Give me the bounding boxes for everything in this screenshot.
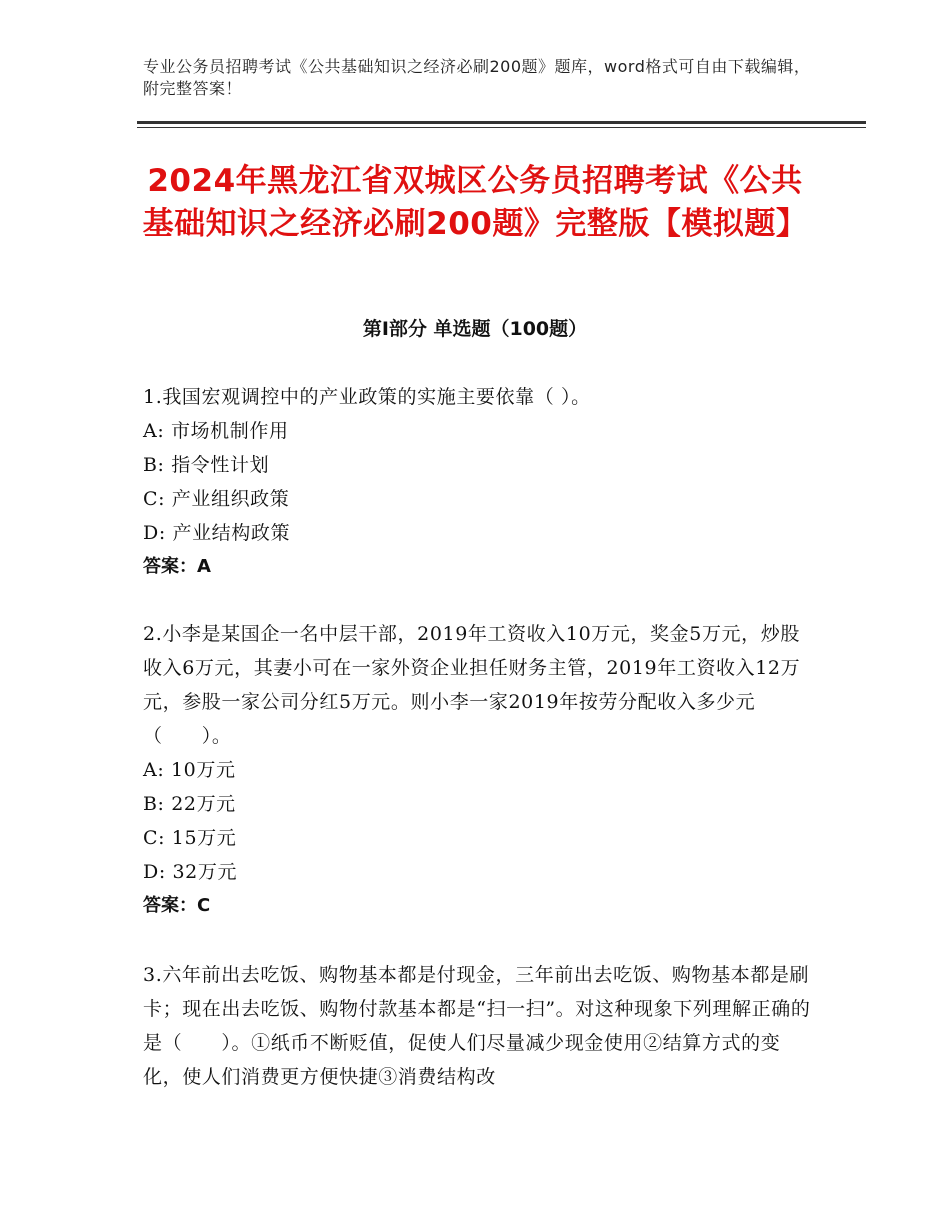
header-divider-thick (137, 121, 866, 124)
option-b: B: 22万元 (143, 793, 236, 815)
section-title: 第Ⅰ部分 单选题（100题） (362, 318, 588, 340)
document-title: 2024年黑龙江省双城区公务员招聘考试《公共基础知识之经济必刷200题》完整版【模拟题】 (142, 163, 808, 242)
answer-label: 答案：A (143, 556, 211, 577)
option-a: A: 市场机制作用 (143, 420, 289, 442)
option-d: D: 32万元 (143, 861, 238, 883)
option-d: D: 产业结构政策 (143, 522, 291, 544)
header-note: 专业公务员招聘考试《公共基础知识之经济必刷200题》题库，word格式可自由下载编辑，附完整答案！ (143, 57, 811, 98)
question-1 (143, 380, 813, 584)
question-text: 1.我国宏观调控中的产业政策的实施主要依靠（ ）。 (143, 386, 591, 408)
option-c: C: 产业组织政策 (143, 488, 290, 510)
option-c: C: 15万元 (143, 827, 237, 849)
question-3 (143, 958, 813, 1094)
question-text: 2.小李是某国企一名中层干部，2019年工资收入10万元，奖金5万元，炒股收入6万元，其妻小可在一家外资企业担任财务主管，2019年工资收入12万元，参股一家公司分红5万元。则小李一家2019年按劳分配收入多少元（ ）。 (143, 623, 801, 747)
answer-label: 答案：C (143, 895, 211, 916)
question-2 (143, 617, 813, 923)
option-b: B: 指令性计划 (143, 454, 270, 476)
question-text: 3.六年前出去吃饭、购物基本都是付现金，三年前出去吃饭、购物基本都是刷卡；现在出去吃饭、购物付款基本都是“扫一扫”。对这种现象下列理解正确的是（ ）。①纸币不断贬值，促使人们尽量减少现金使用②结算方式的变化，使人们消费更方便快捷③消费结构改 (143, 964, 811, 1088)
header-divider-thin (137, 127, 866, 128)
option-a: A: 10万元 (143, 759, 236, 781)
